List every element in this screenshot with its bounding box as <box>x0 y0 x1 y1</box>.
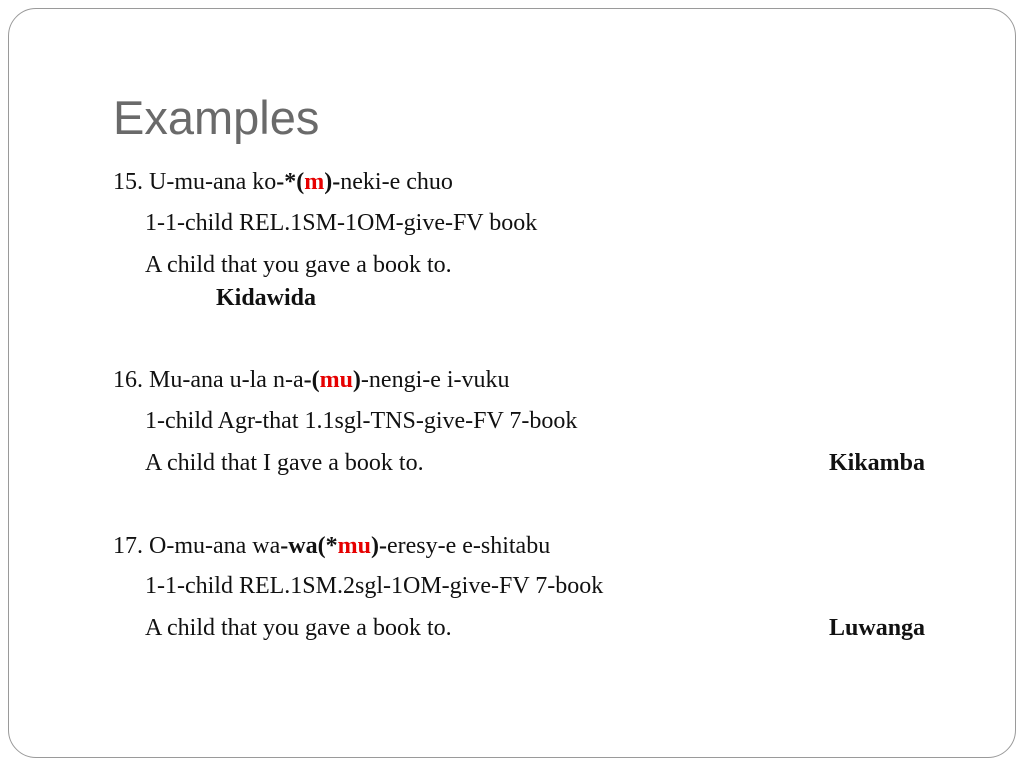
example-15-language: Kidawida <box>216 285 317 311</box>
example-16-gloss: 1-child Agr-that 1.1sgl-TNS-give-FV 7-book <box>145 408 578 434</box>
example-15-gloss: 1-1-child REL.1SM-1OM-give-FV book <box>145 210 538 236</box>
example-16-tail: -nengi-e i-vuku <box>360 367 510 393</box>
example-17-bold-close: )- <box>370 533 387 559</box>
example-15-line <box>113 167 453 197</box>
example-15-highlight: m <box>304 169 325 195</box>
example-17-highlight: mu <box>337 533 371 559</box>
example-15-text: 15. U-mu-ana ko <box>113 169 277 195</box>
example-15-translation: A child that you gave a book to. <box>145 252 452 278</box>
example-15-bold-close: )- <box>324 169 341 195</box>
example-16-language: Kikamba <box>829 450 926 476</box>
example-16-text: 16. Mu-ana u-la n-a <box>113 367 304 393</box>
example-17-tail: eresy-e e-shitabu <box>386 533 551 559</box>
example-16-highlight: mu <box>319 367 353 393</box>
example-16-bold-open: -( <box>303 367 320 393</box>
example-15-bold-open: -*( <box>276 169 305 195</box>
example-16-bold-close: ) <box>352 367 361 393</box>
slide-title: Examples <box>113 91 320 144</box>
example-17-text: 17. O-mu-ana wa <box>113 533 281 559</box>
example-17-gloss: 1-1-child REL.1SM.2sgl-1OM-give-FV 7-book <box>145 573 604 599</box>
example-15-tail: neki-e chuo <box>340 169 453 195</box>
example-16-line <box>113 365 510 395</box>
example-17-line <box>113 531 550 561</box>
example-17-translation: A child that you gave a book to. <box>145 615 452 641</box>
example-16-translation: A child that I gave a book to. <box>145 450 424 476</box>
example-17-bold-open: -wa(* <box>280 533 338 559</box>
example-17-language: Luwanga <box>829 615 926 641</box>
